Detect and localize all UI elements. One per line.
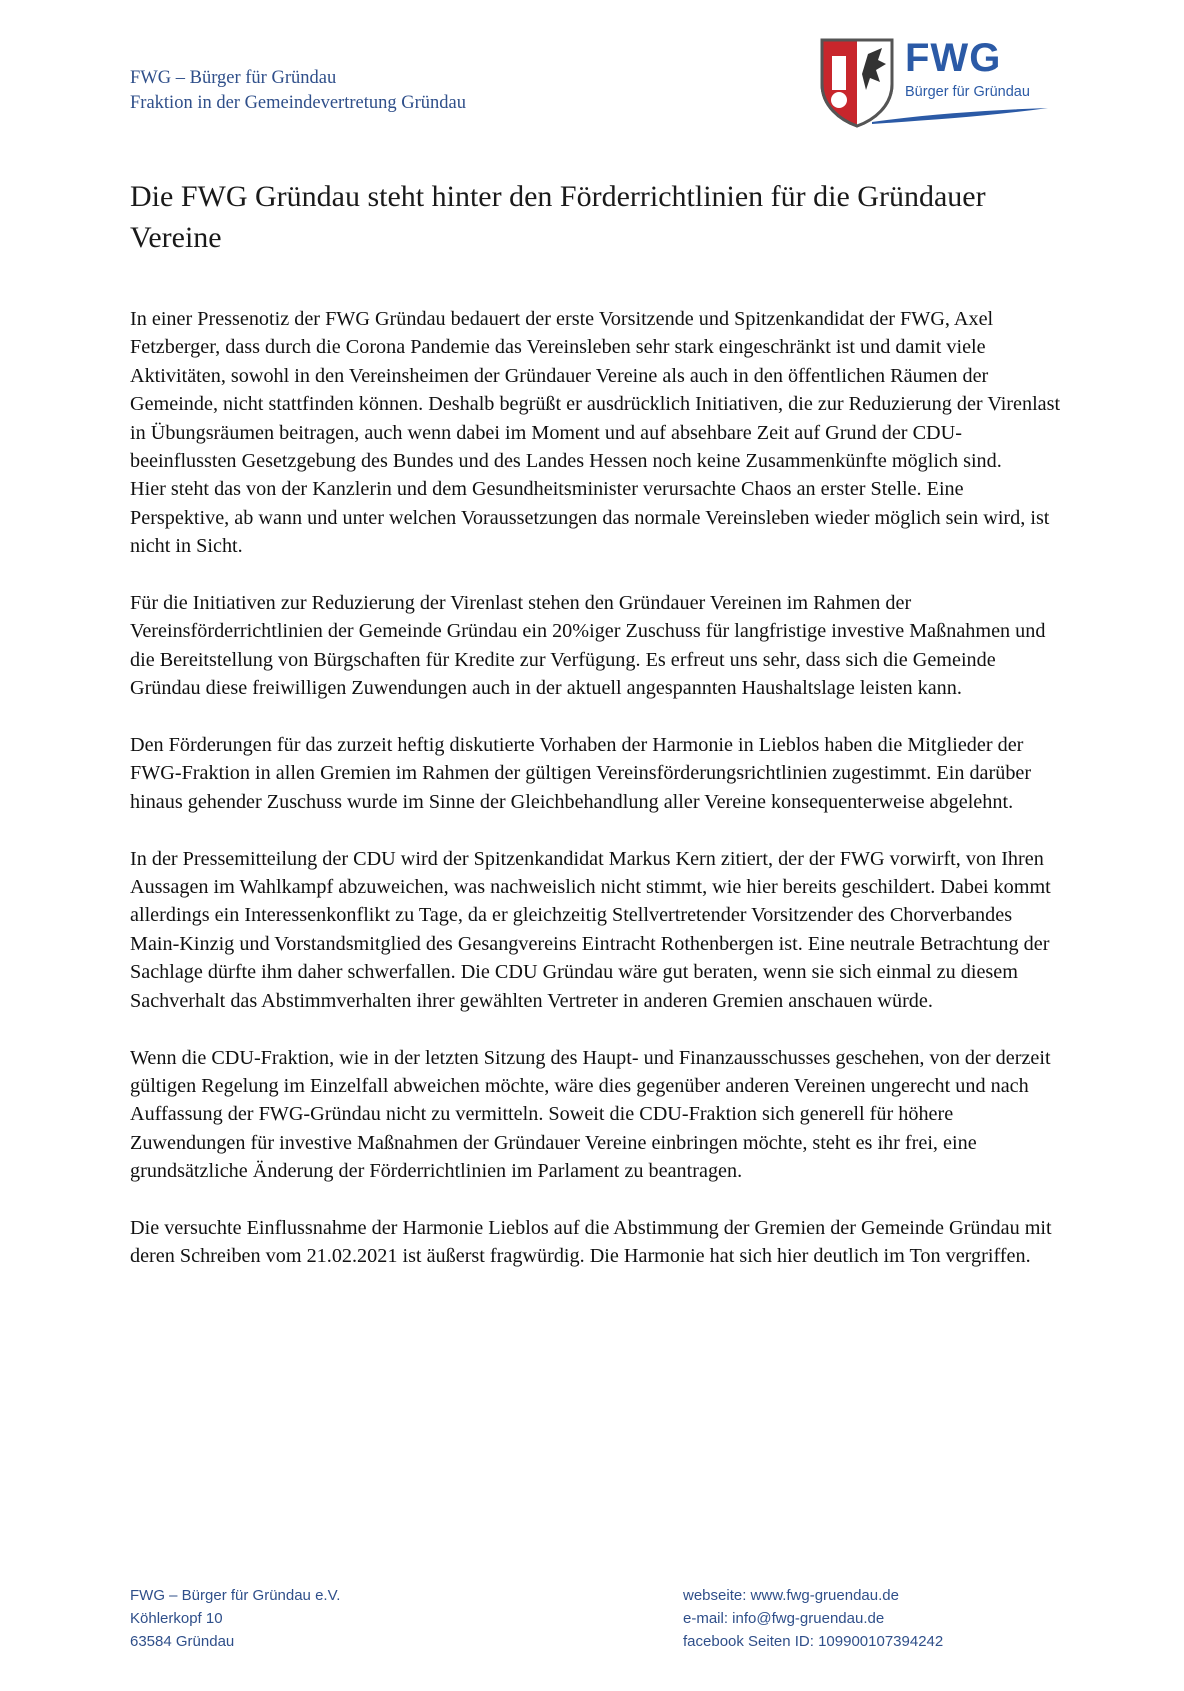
paragraph-5: Wenn die CDU-Fraktion, wie in der letzten Sitzung des Haupt- und Finanzausschusses geschehen, von der derzeit gültigen Regelung im Einzelfall abweichen möchte, wäre dies gegenüber anderen Vereinen ungerecht und nach Auffassung der FWG-Gründau nicht zu vermitteln. Soweit die CDU-Fraktion sich generell für höhere Zuwendungen für investive Maßnahmen der Gründauer Vereine einbringen möchte, steht es ihr frei, eine grundsätzliche Änderung der Förderrichtlinien im Parlament zu beantragen.: [130, 1046, 1051, 1183]
letterhead: [130, 66, 466, 116]
faction-name: Fraktion in der Gemeindevertretung Gründau: [130, 93, 466, 113]
fwg-logo: [816, 34, 1066, 134]
logo-tagline: Bürger für Gründau: [905, 84, 1030, 100]
paragraph-2: Für die Initiativen zur Reduzierung der Virenlast stehen den Gründauer Vereinen im Rahmen der Vereinsförderrichtlinien der Gemeinde Gründau ein 20%iger Zuschuss für langfristige investive Maßnahmen und die Bereitstellung von Bürgschaften für Kredite zur Verfügung. Es erfreut uns sehr, dass sich die Gemeinde Gründau diese freiwilligen Zuwendungen auch in der aktuell angespannten Haushaltslage leisten kann.: [130, 592, 1046, 700]
footer-email: e-mail: info@fwg-gruendau.de: [683, 1610, 885, 1627]
article-body: [130, 305, 1062, 1299]
footer-org: FWG – Bürger für Gründau e.V.: [130, 1587, 341, 1604]
logo-wordmark: FWG: [905, 36, 1002, 80]
org-name: FWG – Bürger für Gründau: [130, 68, 337, 88]
footer-facebook: facebook Seiten ID: 109900107394242: [683, 1633, 944, 1650]
paragraph-6: Die versuchte Einflussnahme der Harmonie Lieblos auf die Abstimmung der Gremien der Gemeinde Gründau mit deren Schreiben vom 21.02.2021 ist äußerst fragwürdig. Die Harmonie hat sich hier deutlich im Ton vergriffen.: [130, 1216, 1052, 1268]
footer-street: Köhlerkopf 10: [130, 1610, 223, 1627]
footer-website: webseite: www.fwg-gruendau.de: [683, 1587, 899, 1604]
footer-address: [130, 1584, 340, 1653]
footer-contact: [683, 1584, 943, 1653]
paragraph-1: In einer Pressenotiz der FWG Gründau bedauert der erste Vorsitzende und Spitzenkandidat der FWG, Axel Fetzberger, dass durch die Corona Pandemie das Vereinsleben sehr stark eingeschränkt ist und damit viele Aktivitäten, sowohl in den Vereinsheimen der Gründauer Vereine als auch in den öffentlichen Räumen der Gemeinde, nicht stattfinden können. Deshalb begrüßt er ausdrücklich Initiativen, die zur Reduzierung der Virenlast in Übungsräumen beitragen, auch wenn dabei im Moment und auf absehbare Zeit auf Grund der CDU-beeinflussten Gesetzgebung des Bundes und des Landes Hessen noch keine Zusammenkünfte möglich sind. Hier steht das von der Kanzlerin und dem Gesundheitsminister verursachte Chaos an erster Stelle. Eine Perspektive, ab wann und unter welchen Voraussetzungen das normale Vereinsleben wieder möglich sein wird, ist nicht in Sicht.: [130, 308, 1061, 558]
footer-city: 63584 Gründau: [130, 1633, 235, 1650]
paragraph-3: Den Förderungen für das zurzeit heftig diskutierte Vorhaben der Harmonie in Lieblos haben die Mitglieder der FWG-Fraktion in allen Gremien im Rahmen der gültigen Vereinsförderungsrichtlinien zugestimmt. Ein darüber hinaus gehender Zuschuss wurde im Sinne der Gleichbehandlung aller Vereine konsequenterweise abgelehnt.: [130, 734, 1032, 813]
paragraph-4: In der Pressemitteilung der CDU wird der Spitzenkandidat Markus Kern zitiert, der der FWG vorwirft, von Ihren Aussagen im Wahlkampf abzuweichen, was nachweislich nicht stimmt, wie hier bereits geschildert. Dabei kommt allerdings ein Interessenkonflikt zu Tage, da er gleichzeitig Stellvertretender Vorsitzender des Chorverbandes Main-Kinzig und Vorstandsmitglied des Gesangvereins Eintracht Rothenbergen ist. Eine neutrale Betrachtung der Sachlage dürfte ihm daher schwerfallen. Die CDU Gründau wäre gut beraten, wenn sie sich einmal zu diesem Sachverhalt das Abstimmverhalten ihrer gewählten Vertreter in anderen Gremien anschauen würde.: [130, 847, 1051, 1012]
page-title: Die FWG Gründau steht hinter den Förderrichtlinien für die Gründauer Vereine: [130, 180, 986, 254]
logo-swoosh: [870, 106, 1050, 126]
